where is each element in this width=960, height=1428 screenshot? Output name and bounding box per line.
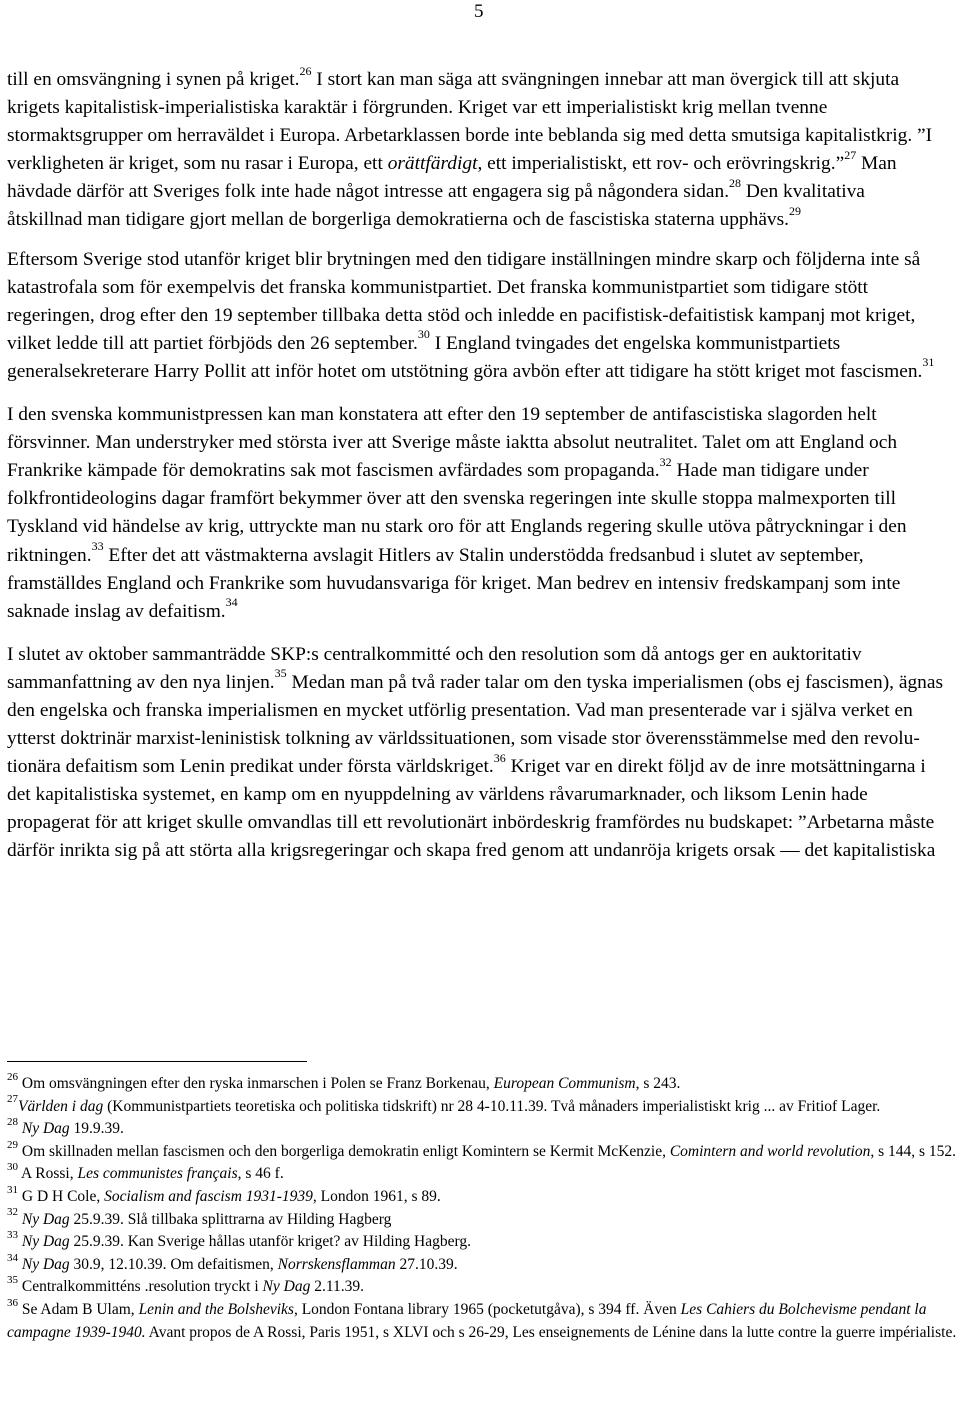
footnote-ref: 29 [789, 204, 802, 218]
footnote-separator [7, 1061, 307, 1062]
footnote-ref: 31 [922, 355, 935, 370]
text-run: 19.9.39. [69, 1120, 124, 1138]
text-run: Centralkommitténs .resolution tryckt i [18, 1278, 263, 1296]
text-run: , ett imperialistiskt, ett rov- och erövringskrig.” [477, 153, 845, 175]
italic-text: European Communism [493, 1075, 636, 1092]
text-run: , London Fontana library 1965 (pocketutgåva), s 394 ff. Även [293, 1300, 681, 1318]
footnote [7, 1093, 959, 1119]
footnote-number: 29 [7, 1138, 18, 1151]
text-run: I stort kan man säga att svängningen innebar att man övergick till att skjuta krigets kapitalistisk-imperialistiska karaktär i förgrunden. Kriget var ett imperialistiskt krig mellan tvenne stormaktsgrupper om herraväldet i Europa. Arbetarklassen borde inte beblanda sig med detta smutsiga kapitalistkrig. ”I verkligheten är kriget, som nu rasar i Europa, ett [7, 69, 933, 175]
italic-text: Lenin and the Bolsheviks [138, 1300, 294, 1318]
text-run: Om omsvängningen efter den ryska inmarschen i Polen se Franz Borkenau, [18, 1075, 494, 1092]
page-number: 5 [474, 1, 484, 22]
text-run: , s 144, s 152. [870, 1142, 957, 1160]
italic-text: Ny Dag [21, 1120, 70, 1138]
text-run: Se Adam B Ulam, [18, 1300, 139, 1318]
footnote [7, 1231, 959, 1254]
text-run: 25.9.39. Kan Sverige hållas utanför kriget? av Hilding Hagberg. [69, 1233, 471, 1251]
text-run: Hade man tidigare under folkfrontideologins dagar framfört bekymmer över att den svenska regeringen inte skulle stoppa malmexporten till Tyskland vid händelse av krig, uttryckte man nu stark oro för att Englands regering skulle utöva påtryckningar i den riktningen. [7, 460, 907, 566]
text-run: (Kommunistpartiets teoretiska och politiska tidskrift) nr 28 4-10.11.39. Två månaders imperialistiskt krig ... av Fritiof Lager. [103, 1097, 881, 1115]
footnote [7, 1206, 959, 1232]
text-run: Kriget var en direkt följd av de inre motsättningarna i det kapitalistiska systemet, en kamp om en nyuppdelning av världens råvarumarknader, och liksom Lenin hade propagerat för att kriget skulle omvandlas till ett revolutionärt inbördeskrig framfördes nu budskapet: ”Arbetarna måste därför inrikta sig på att störta alla krigsregeringar och skapa fred genom att undanröja krigets orsak — det kapitalistiska [7, 756, 936, 862]
paragraph [7, 401, 943, 626]
italic-text: Norrskensflamman [277, 1255, 396, 1273]
text-run: G D H Cole, [18, 1187, 105, 1205]
text-run: Om skillnaden mellan fascismen och den borgerliga demokratin enligt Komintern se Kermit McKenzie, [18, 1142, 670, 1160]
footnote-number: 26 [7, 1070, 18, 1083]
italic-text: Ny Dag [21, 1255, 70, 1273]
footnote [7, 1138, 959, 1164]
text-run: Den kvalitativa åtskillnad man tidigare gjort mellan de borgerliga demokratierna och de fascistiska staterna upphävs. [7, 181, 865, 231]
footnote-number: 30 [7, 1161, 18, 1174]
footnote-number: 28 [7, 1116, 18, 1129]
footnote [7, 1296, 959, 1344]
text-run: I slutet av oktober sammanträdde SKP:s centralkommitté och den resolution som då antogs ger en auktoritativ sammanfattning av den nya linjen. [7, 643, 862, 693]
italic-text: Ny Dag [21, 1233, 70, 1251]
footnote-ref: 33 [91, 539, 104, 554]
paragraph [7, 641, 943, 866]
text-run: Avant propos de A Rossi, Paris 1951, s XLVI och s 26-29, Les enseignements de Lénine dans la lutte contre la guerre impérialiste. [145, 1323, 957, 1341]
footnote [7, 1251, 959, 1277]
body-text [7, 63, 943, 881]
text-run: Medan man på två rader talar om den tyska imperialismen (obs ej fascismen), ägnas den engelska och franska imperialismen en mycket utförlig presentation. Vad man presenterade var i själva verket en ytterst doktrinär marxist-leninistisk tolkning av världssituationen, som visade stor överensstämmelse med den revolu-tionära defaitism som Lenin predikat under första världskriget. [7, 671, 943, 778]
italic-text: Socialism and fascism 1931-1939 [104, 1187, 313, 1205]
footnote-number: 35 [7, 1274, 18, 1287]
footnote [7, 1276, 959, 1299]
italic-text: Les communistes français [77, 1165, 238, 1183]
text-run: Eftersom Sverige stod utanför kriget blir brytningen med den tidigare inställningen mindre skarp och följderna inte så katastrofala som för exempelvis det franska kommunistpartiet. Det franska kommunistpartiet som tidigare stött regeringen, drog efter den 19 september tillbaka detta stöd och inledde en pacifistisk-defaitistisk kampanj mot kriget, vilket ledde till att partiet förbjöds den 26 september. [7, 248, 921, 354]
text-run: I England tvingades det engelska kommunistpartiets generalsekreterare Harry Pollit att inför hotet om utstötning göra avbön efter att tidigare ha stött kriget mot fascismen. [7, 332, 923, 382]
footnote-ref: 32 [659, 454, 672, 469]
footnote-number: 34 [7, 1251, 18, 1264]
footnote [7, 1183, 959, 1209]
italic-text: Les Cahiers du Bolchevisme pendant la campagne 1939-1940. [7, 1300, 927, 1341]
text-run: I den svenska kommunistpressen kan man konstatera att efter den 19 september de antifascistiska slagorden helt försvinner. Man understryker med största iver att Sverige måste iaktta absolut neutralitet. Talet om att England och Frankrike kämpade för demokratins sak mot fascismen avfärdades som propaganda. [7, 404, 898, 482]
text-run: 27.10.39. [395, 1255, 458, 1273]
paragraph [7, 63, 943, 235]
footnote-number: 27 [7, 1093, 18, 1106]
footnote-number: 33 [7, 1229, 18, 1241]
text-run: A Rossi, [18, 1165, 78, 1183]
footnote-ref: 26 [299, 63, 312, 78]
italic-text: Ny Dag [262, 1278, 311, 1296]
text-run: Man hävdade därför att Sveriges folk inte hade något intresse att engagera sig på någondera sidan. [7, 153, 897, 203]
footnote-number: 31 [7, 1183, 18, 1196]
italic-text: Ny Dag [21, 1210, 70, 1228]
footnote-number: 36 [7, 1296, 18, 1309]
footnote-ref: 27 [844, 147, 857, 162]
footnote-ref: 28 [729, 175, 742, 190]
italic-text: Comintern and world revolution [669, 1142, 871, 1160]
text-run: Efter det att västmakterna avslagit Hitlers av Stalin understödda fredsanbud i slutet av september, framställdes England och Frankrike som huvudansvariga för kriget. Man bedrev en intensiv fredskampanj som inte saknade inslag av defaitism. [7, 544, 901, 622]
text-run: 25.9.39. Slå tillbaka splittrarna av Hilding Hagberg [69, 1210, 392, 1228]
footnote-ref: 35 [274, 666, 287, 681]
footnote-ref: 36 [493, 750, 506, 765]
footnote-number: 32 [7, 1206, 18, 1219]
text-run: , London 1961, s 89. [312, 1187, 441, 1205]
text-run: 30.9, 12.10.39. Om defaitismen, [69, 1255, 278, 1273]
text-run: , s 46 f. [237, 1165, 284, 1183]
footnote [7, 1070, 959, 1096]
paragraph [7, 246, 943, 386]
footnote-ref: 30 [417, 327, 430, 342]
footnote [7, 1118, 959, 1141]
text-run: , s 243. [635, 1075, 681, 1092]
footnote [7, 1163, 959, 1186]
footnotes [7, 1070, 959, 1344]
text-run: 2.11.39. [310, 1278, 365, 1296]
footnote-ref: 34 [225, 595, 238, 610]
italic-text: Världen i dag [18, 1097, 104, 1115]
text-run: till en omsvängning i synen på kriget. [7, 69, 300, 90]
italic-text: orättfärdigt [387, 153, 478, 175]
